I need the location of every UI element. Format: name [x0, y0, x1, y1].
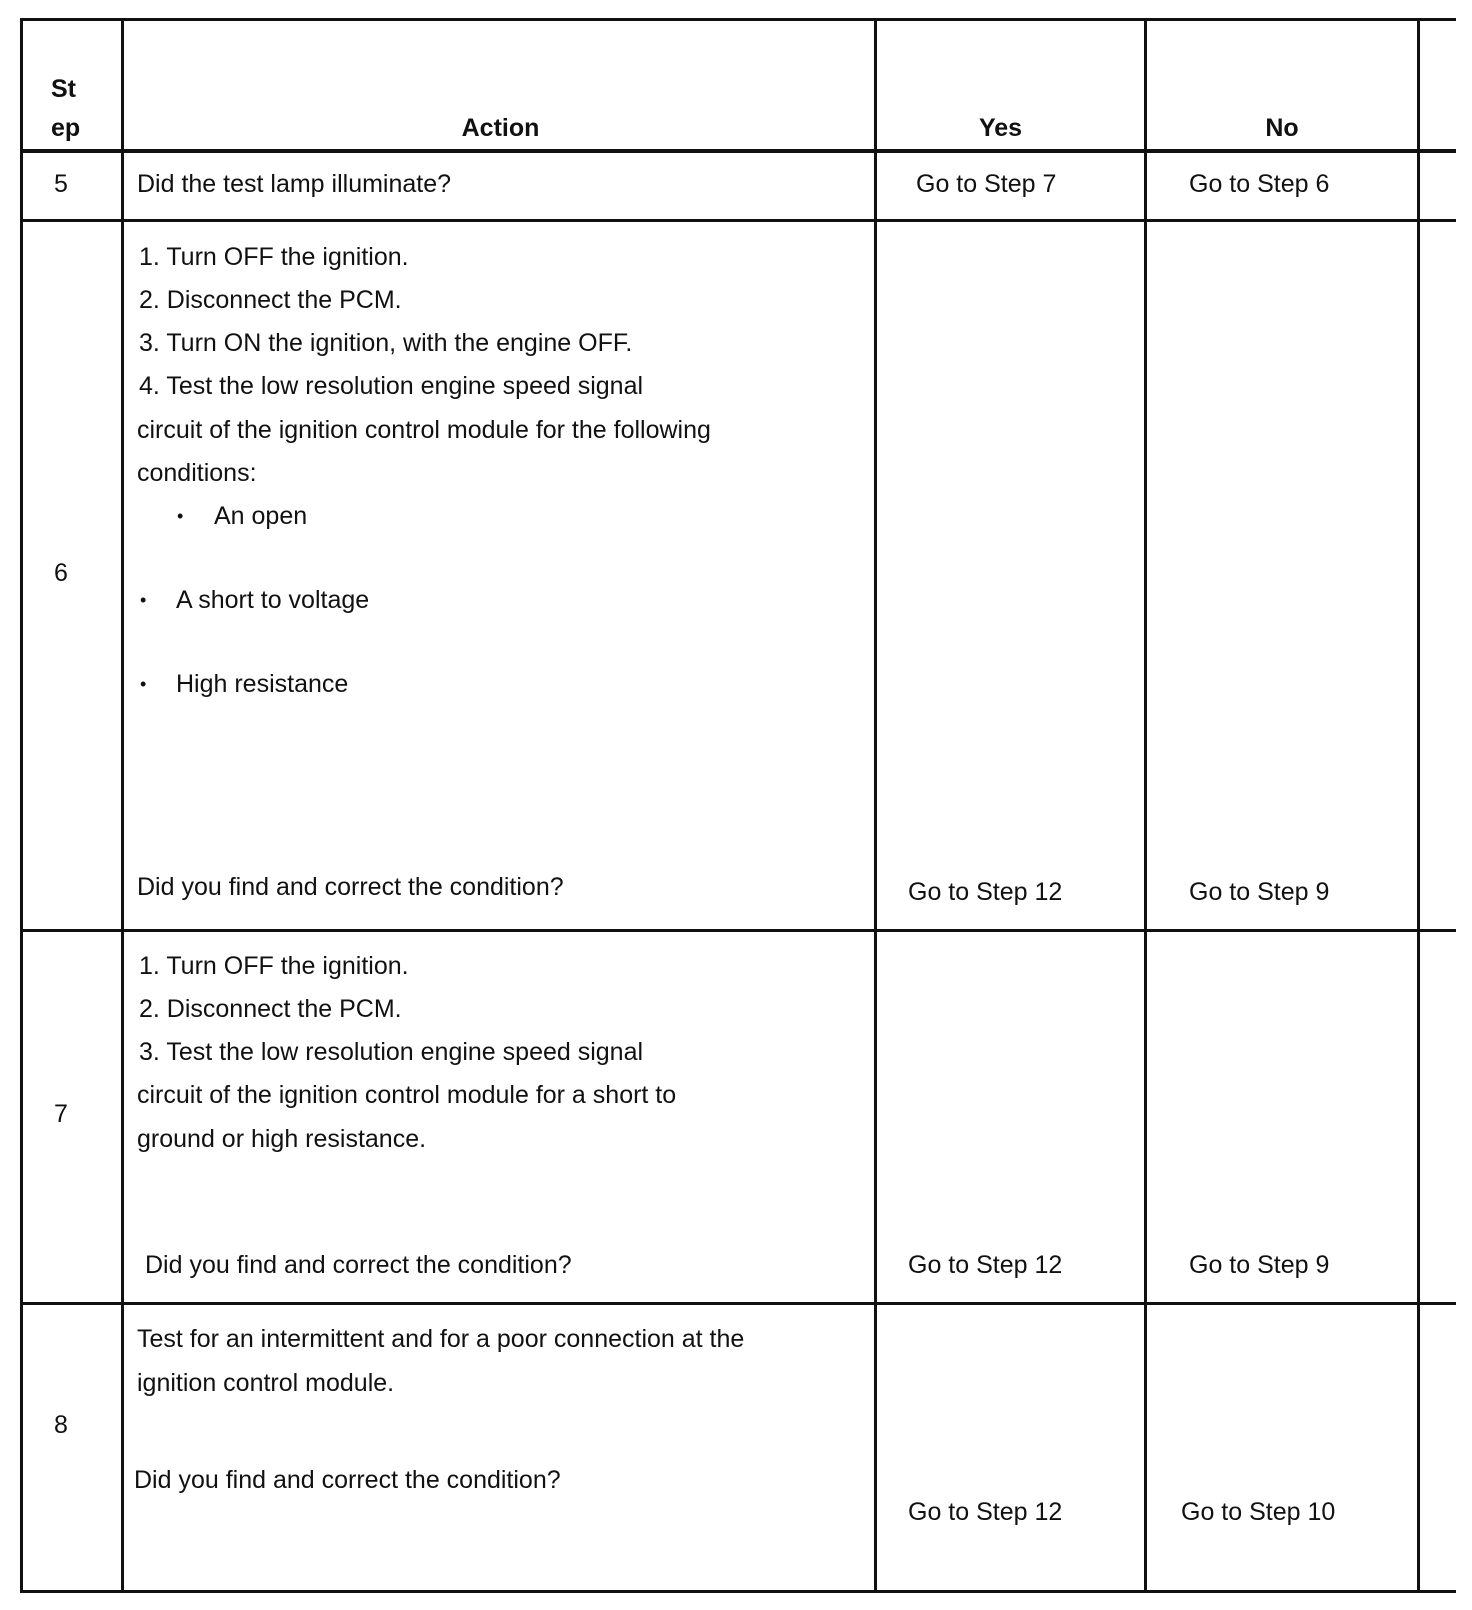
row-divider: [20, 929, 1456, 932]
action-item: 3. Test the low resolution engine speed signal: [139, 1038, 644, 1066]
action-item: 1. Turn OFF the ignition.: [139, 243, 409, 271]
action-item: conditions:: [137, 459, 257, 487]
table-border-bottom: [20, 1590, 1456, 1593]
column-divider: [874, 18, 877, 1593]
row-divider: [20, 1302, 1456, 1305]
bullet-icon: •: [140, 590, 147, 610]
yes-result: Go to Step 12: [908, 1251, 1063, 1279]
no-result: Go to Step 6: [1189, 170, 1330, 198]
no-result: Go to Step 9: [1189, 878, 1330, 906]
action-question: Did you find and correct the condition?: [134, 1466, 561, 1494]
action-question: Did you find and correct the condition?: [145, 1251, 572, 1279]
yes-result: Go to Step 7: [916, 170, 1057, 198]
no-result: Go to Step 10: [1181, 1498, 1336, 1526]
step-number: 5: [54, 170, 68, 198]
action-item: circuit of the ignition control module for the following: [137, 416, 711, 444]
action-item: ignition control module.: [137, 1369, 395, 1397]
header-step-line1: St: [51, 75, 76, 103]
no-result: Go to Step 9: [1189, 1251, 1330, 1279]
step-number: 6: [54, 559, 68, 587]
header-divider: [20, 149, 1456, 153]
bullet-item: High resistance: [176, 670, 349, 698]
step-number: 7: [54, 1100, 68, 1128]
header-action: Action: [461, 114, 540, 142]
action-question: Did the test lamp illuminate?: [137, 170, 452, 198]
bullet-item: An open: [214, 502, 308, 530]
table-border-top: [20, 18, 1456, 21]
row-divider: [20, 219, 1456, 222]
yes-result: Go to Step 12: [908, 1498, 1063, 1526]
header-step-line2: ep: [51, 114, 81, 142]
column-divider: [1144, 18, 1147, 1593]
bullet-item: A short to voltage: [176, 586, 370, 614]
header-yes: Yes: [978, 114, 1023, 142]
action-item: circuit of the ignition control module for a short to: [137, 1081, 677, 1109]
action-item: 3. Turn ON the ignition, with the engine OFF.: [139, 329, 633, 357]
action-question: Did you find and correct the condition?: [137, 873, 564, 901]
action-item: Test for an intermittent and for a poor connection at the: [137, 1325, 745, 1353]
header-no: No: [1265, 114, 1299, 142]
bullet-icon: •: [140, 674, 147, 694]
table-border-left: [20, 18, 23, 1593]
action-item: 2. Disconnect the PCM.: [139, 286, 402, 314]
action-item: ground or high resistance.: [137, 1125, 427, 1153]
action-item: 4. Test the low resolution engine speed signal: [139, 372, 644, 400]
action-item: 1. Turn OFF the ignition.: [139, 952, 409, 980]
column-divider: [121, 18, 124, 1593]
step-number: 8: [54, 1411, 68, 1439]
table-border-right: [1417, 18, 1420, 1593]
action-item: 2. Disconnect the PCM.: [139, 995, 402, 1023]
bullet-icon: •: [177, 506, 184, 526]
yes-result: Go to Step 12: [908, 878, 1063, 906]
